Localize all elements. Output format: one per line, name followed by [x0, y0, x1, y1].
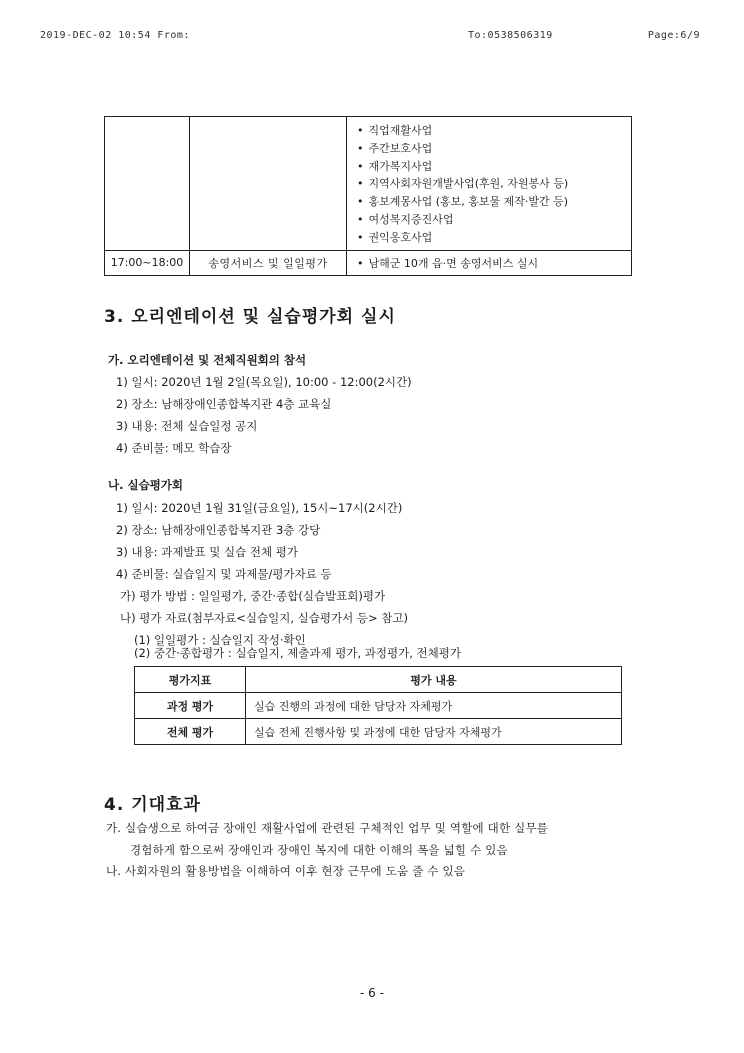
fax-to: To:0538506319: [468, 30, 553, 41]
list-item: • 여성복지증진사업: [357, 211, 631, 229]
table-row: [105, 117, 632, 251]
evaluation-heading: 나. 실습평가회: [108, 478, 184, 492]
program-list: [347, 117, 631, 250]
effect-item-2: 나. 사회자원의 활용방법을 이해하여 이후 현장 근무에 도움 줄 수 있음: [106, 864, 466, 878]
fax-from: 2019-DEC-02 10:54 From:: [40, 30, 190, 41]
column-header: 평가 내용: [246, 667, 622, 693]
table-header-row: [135, 667, 622, 693]
orientation-materials: 4) 준비물: 메모 학습장: [116, 441, 232, 455]
evaluation-materials: 4) 준비물: 실습일지 및 과제물/평가자료 등: [116, 567, 332, 581]
evaluation-data: 나) 평가 자료(첨부자료<실습일지, 실습평가서 등> 참고): [120, 611, 408, 625]
evaluation-content: 3) 내용: 과제발표 및 실습 전체 평가: [116, 545, 299, 559]
orientation-date: 1) 일시: 2020년 1월 2일(목요일), 10:00 - 12:00(2시간): [116, 375, 412, 389]
section-3-title: 3. 오리엔테이션 및 실습평가회 실시: [104, 307, 396, 327]
content-cell: 실습 진행의 과정에 대한 담당자 자체평가: [246, 693, 622, 719]
interim-evaluation: (2) 중간·종합평가 : 실습일지, 제출과제 평가, 과정평가, 전체평가: [134, 646, 461, 660]
detail-cell: • 남해군 10개 읍·면 송영서비스 실시: [347, 250, 632, 275]
list-item: • 직업재활사업: [357, 122, 631, 140]
evaluation-place: 2) 장소: 남해장애인종합복지관 3층 강당: [116, 523, 321, 537]
orientation-heading: 가. 오리엔테이션 및 전체직원회의 참석: [108, 353, 307, 367]
daily-evaluation: (1) 일일평가 : 실습일지 작성·확인: [134, 633, 306, 647]
list-item: • 권익옹호사업: [357, 229, 631, 247]
page-number: - 6 -: [360, 986, 384, 1000]
list-item: • 지역사회자원개발사업(후원, 자원봉사 등): [357, 175, 631, 193]
indicator-cell: 과정 평가: [135, 693, 246, 719]
schedule-table: [104, 116, 632, 276]
orientation-place: 2) 장소: 남해장애인종합복지관 4층 교육실: [116, 397, 332, 411]
content-cell: 실습 전체 진행사항 및 과정에 대한 담당자 자체평가: [246, 719, 622, 745]
activity-cell: 송영서비스 및 일일평가: [190, 250, 347, 275]
effect-item-1-cont: 경험하게 함으로써 장애인과 장애인 복지에 대한 이해의 폭을 넓힐 수 있음: [130, 843, 508, 857]
list-item: • 주간보호사업: [357, 140, 631, 158]
time-cell: 17:00~18:00: [105, 250, 190, 275]
orientation-content: 3) 내용: 전체 실습일정 공지: [116, 419, 258, 433]
indicator-cell: 전체 평가: [135, 719, 246, 745]
column-header: 평가지표: [135, 667, 246, 693]
table-row: [105, 250, 632, 275]
table-row: [135, 693, 622, 719]
section-4-title: 4. 기대효과: [104, 795, 201, 815]
effect-item-1: 가. 실습생으로 하여금 장애인 재활사업에 관련된 구체적인 업무 및 역할에 대한 실무를: [106, 821, 549, 835]
evaluation-table: [134, 666, 622, 745]
evaluation-date: 1) 일시: 2020년 1월 31일(금요일), 15시~17시(2시간): [116, 501, 403, 515]
evaluation-method: 가) 평가 방법 : 일일평가, 중간·종합(실습발표회)평가: [120, 589, 386, 603]
table-row: [135, 719, 622, 745]
list-item: • 재가복지사업: [357, 158, 631, 176]
fax-header: [40, 30, 704, 46]
fax-page: Page:6/9: [647, 30, 700, 41]
list-item: • 홍보계몽사업 (홍보, 홍보물 제작·발간 등): [357, 193, 631, 211]
